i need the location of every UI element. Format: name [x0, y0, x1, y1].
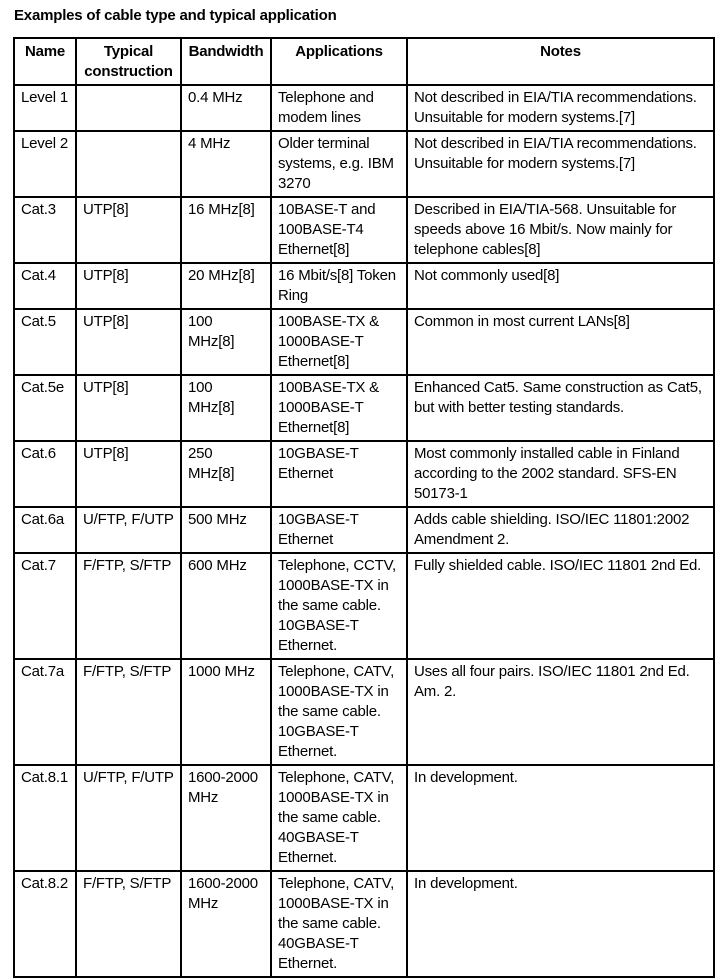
- cell-construction: F/FTP, S/FTP: [76, 553, 181, 659]
- cell-applications: Older terminal systems, e.g. IBM 3270: [271, 131, 407, 197]
- cell-bandwidth: 250 MHz[8]: [181, 441, 271, 507]
- table-row: [14, 131, 714, 197]
- cell-notes: Described in EIA/TIA-568. Unsuitable for speeds above 16 Mbit/s. Now mainly for telephone cables[8]: [407, 197, 714, 263]
- cell-applications: Telephone, CCTV, 1000BASE-TX in the same cable. 10GBASE-T Ethernet.: [271, 553, 407, 659]
- cell-construction: [76, 85, 181, 131]
- cell-notes: In development.: [407, 871, 714, 977]
- cell-applications: 16 Mbit/s[8] Token Ring: [271, 263, 407, 309]
- table-row: [14, 553, 714, 659]
- cell-bandwidth: 600 MHz: [181, 553, 271, 659]
- table-row: [14, 507, 714, 553]
- table-row: [14, 85, 714, 131]
- cell-bandwidth: 16 MHz[8]: [181, 197, 271, 263]
- cell-applications: 10GBASE-T Ethernet: [271, 507, 407, 553]
- cell-name: Cat.6a: [14, 507, 76, 553]
- cell-construction: [76, 131, 181, 197]
- cell-applications: Telephone, CATV, 1000BASE-TX in the same cable. 40GBASE-T Ethernet.: [271, 871, 407, 977]
- table-body: [14, 85, 714, 977]
- cell-construction: U/FTP, F/UTP: [76, 765, 181, 871]
- cell-notes: Not described in EIA/TIA recommendations. Unsuitable for modern systems.[7]: [407, 131, 714, 197]
- cell-bandwidth: 100 MHz[8]: [181, 309, 271, 375]
- column-header-applications: Applications: [271, 38, 407, 85]
- table-row: [14, 375, 714, 441]
- cell-name: Cat.8.2: [14, 871, 76, 977]
- cell-notes: Fully shielded cable. ISO/IEC 11801 2nd Ed.: [407, 553, 714, 659]
- table-header-row: [14, 38, 714, 85]
- cell-name: Cat.8.1: [14, 765, 76, 871]
- cell-name: Level 1: [14, 85, 76, 131]
- cell-name: Cat.4: [14, 263, 76, 309]
- cell-applications: Telephone and modem lines: [271, 85, 407, 131]
- cell-notes: Common in most current LANs[8]: [407, 309, 714, 375]
- cell-applications: 10BASE-T and 100BASE-T4 Ethernet[8]: [271, 197, 407, 263]
- cell-notes: Not commonly used[8]: [407, 263, 714, 309]
- cell-applications: Telephone, CATV, 1000BASE-TX in the same cable. 40GBASE-T Ethernet.: [271, 765, 407, 871]
- table-row: [14, 309, 714, 375]
- cell-construction: UTP[8]: [76, 375, 181, 441]
- cell-applications: Telephone, CATV, 1000BASE-TX in the same cable. 10GBASE-T Ethernet.: [271, 659, 407, 765]
- cell-bandwidth: 1600-2000 MHz: [181, 765, 271, 871]
- cell-bandwidth: 1000 MHz: [181, 659, 271, 765]
- cell-bandwidth: 1600-2000 MHz: [181, 871, 271, 977]
- cell-name: Cat.3: [14, 197, 76, 263]
- page-title: Examples of cable type and typical application: [14, 7, 337, 24]
- cell-name: Cat.5e: [14, 375, 76, 441]
- cell-applications: 100BASE-TX & 1000BASE-T Ethernet[8]: [271, 309, 407, 375]
- cable-type-table: [13, 37, 715, 978]
- table-row: [14, 441, 714, 507]
- column-header-bandwidth: Bandwidth: [181, 38, 271, 85]
- cell-name: Cat.6: [14, 441, 76, 507]
- cell-bandwidth: 20 MHz[8]: [181, 263, 271, 309]
- column-header-notes: Notes: [407, 38, 714, 85]
- cell-bandwidth: 500 MHz: [181, 507, 271, 553]
- cell-name: Level 2: [14, 131, 76, 197]
- cell-notes: Enhanced Cat5. Same construction as Cat5, but with better testing standards.: [407, 375, 714, 441]
- table-row: [14, 659, 714, 765]
- cell-construction: UTP[8]: [76, 263, 181, 309]
- cell-construction: UTP[8]: [76, 309, 181, 375]
- cell-name: Cat.7a: [14, 659, 76, 765]
- cell-notes: Not described in EIA/TIA recommendations. Unsuitable for modern systems.[7]: [407, 85, 714, 131]
- column-header-name: Name: [14, 38, 76, 85]
- cell-bandwidth: 0.4 MHz: [181, 85, 271, 131]
- cell-notes: In development.: [407, 765, 714, 871]
- table-row: [14, 263, 714, 309]
- cell-construction: F/FTP, S/FTP: [76, 871, 181, 977]
- cell-applications: 100BASE-TX & 1000BASE-T Ethernet[8]: [271, 375, 407, 441]
- cell-bandwidth: 100 MHz[8]: [181, 375, 271, 441]
- column-header-construction: Typical construction: [76, 38, 181, 85]
- cell-bandwidth: 4 MHz: [181, 131, 271, 197]
- cell-construction: UTP[8]: [76, 197, 181, 263]
- cell-name: Cat.5: [14, 309, 76, 375]
- cell-construction: F/FTP, S/FTP: [76, 659, 181, 765]
- cell-applications: 10GBASE-T Ethernet: [271, 441, 407, 507]
- cell-construction: U/FTP, F/UTP: [76, 507, 181, 553]
- cell-notes: Most commonly installed cable in Finland according to the 2002 standard. SFS-EN 50173-1: [407, 441, 714, 507]
- table-row: [14, 765, 714, 871]
- cell-notes: Uses all four pairs. ISO/IEC 11801 2nd Ed. Am. 2.: [407, 659, 714, 765]
- cell-notes: Adds cable shielding. ISO/IEC 11801:2002 Amendment 2.: [407, 507, 714, 553]
- table-row: [14, 197, 714, 263]
- cell-name: Cat.7: [14, 553, 76, 659]
- cell-construction: UTP[8]: [76, 441, 181, 507]
- table-row: [14, 871, 714, 977]
